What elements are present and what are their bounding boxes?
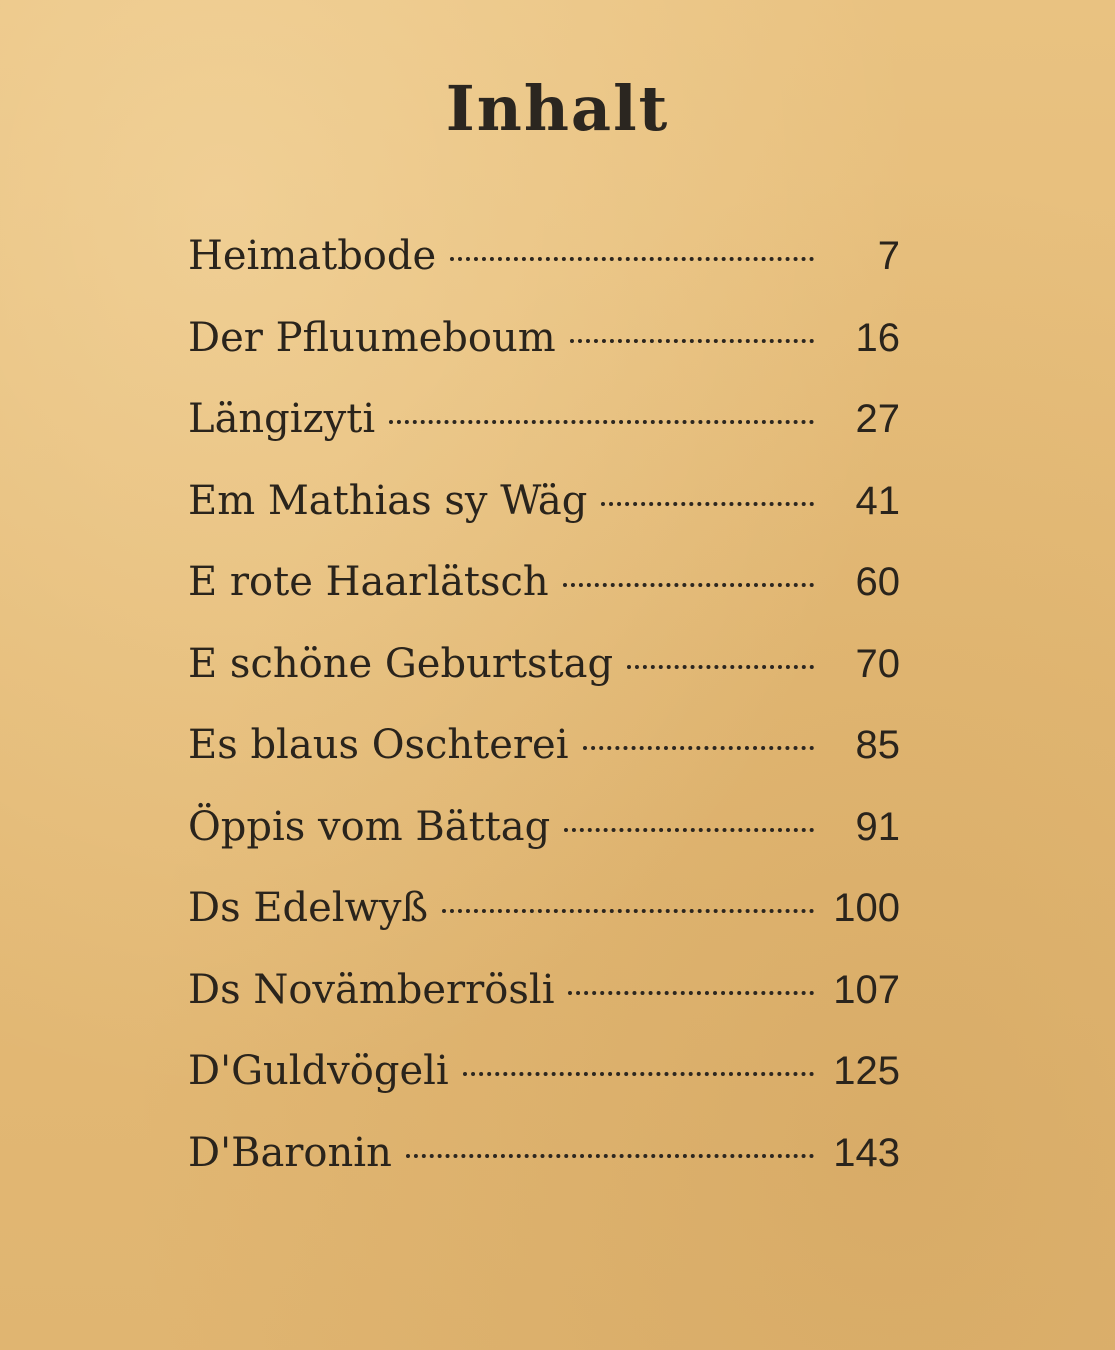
toc-entry-title: Ds Edelwyß xyxy=(188,885,429,931)
dot-leader xyxy=(450,257,814,261)
toc-entry-title: D'Guldvögeli xyxy=(188,1048,449,1094)
table-of-contents xyxy=(188,233,900,1214)
toc-entry xyxy=(188,559,900,644)
dot-leader xyxy=(563,583,814,587)
toc-entry-page: 107 xyxy=(833,967,900,1012)
dot-leader xyxy=(564,828,814,832)
toc-entry xyxy=(188,885,900,970)
dot-leader xyxy=(601,502,814,506)
toc-entry-title: Ds Novämberrösli xyxy=(188,966,555,1013)
toc-entry-title: Heimatbode xyxy=(188,233,437,279)
toc-entry-page: 70 xyxy=(855,641,900,686)
toc-entry-page: 16 xyxy=(855,315,900,360)
toc-entry-title: Öppis vom Bättag xyxy=(188,803,551,850)
toc-entry-title: Der Pfluumeboum xyxy=(188,314,556,361)
toc-entry-title: Längizyti xyxy=(188,396,376,442)
toc-entry xyxy=(188,640,900,726)
toc-entry-page: 85 xyxy=(855,723,900,767)
dot-leader xyxy=(583,746,814,750)
toc-entry-page: 27 xyxy=(855,397,900,441)
toc-entry-title: E schöne Geburtstag xyxy=(188,640,614,687)
toc-entry-page: 125 xyxy=(833,1049,900,1093)
toc-entry-page: 60 xyxy=(855,560,900,604)
toc-entry-title: Es blaus Oschterei xyxy=(188,722,569,768)
toc-entry-title: Em Mathias sy Wäg xyxy=(188,477,588,524)
toc-entry xyxy=(188,803,900,889)
toc-entry-page: 143 xyxy=(833,1130,900,1175)
toc-entry xyxy=(188,1129,900,1215)
toc-entry-page: 100 xyxy=(833,886,900,930)
toc-entry xyxy=(188,233,900,318)
toc-entry-title: D'Baronin xyxy=(188,1129,392,1176)
dot-leader xyxy=(627,665,814,669)
dot-leader xyxy=(389,420,814,424)
toc-entry xyxy=(188,722,900,807)
dot-leader xyxy=(463,1072,814,1076)
toc-entry xyxy=(188,966,900,1052)
dot-leader xyxy=(568,991,814,995)
dot-leader xyxy=(442,909,814,913)
page-title: Inhalt xyxy=(445,72,670,145)
toc-entry-title: E rote Haarlätsch xyxy=(188,559,549,605)
toc-entry xyxy=(188,1048,900,1133)
toc-entry-page: 91 xyxy=(855,804,900,849)
toc-entry-page: 41 xyxy=(855,478,900,523)
toc-entry xyxy=(188,477,900,563)
toc-entry-page: 7 xyxy=(877,234,900,278)
dot-leader xyxy=(570,339,814,343)
toc-entry xyxy=(188,396,900,481)
dot-leader xyxy=(406,1154,814,1158)
toc-entry xyxy=(188,314,900,400)
